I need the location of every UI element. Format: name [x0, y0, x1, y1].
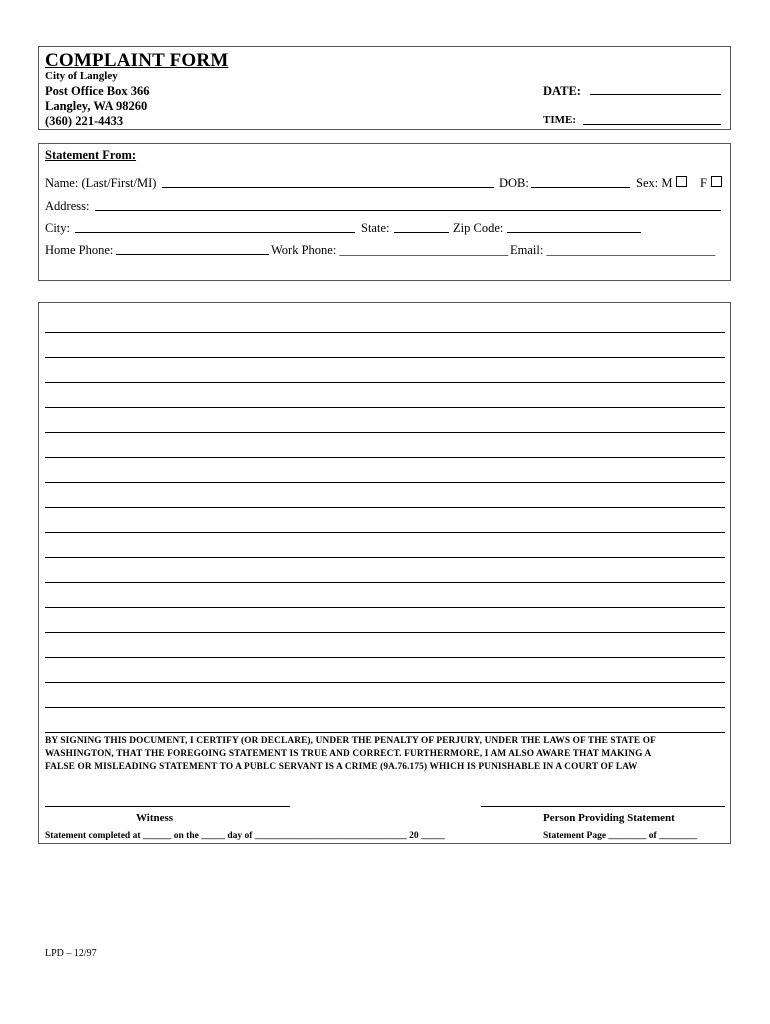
statement-line-8[interactable]	[45, 507, 725, 508]
statement-line-3[interactable]	[45, 382, 725, 383]
certification-line-1: BY SIGNING THIS DOCUMENT, I CERTIFY (OR DECLARE), UNDER THE PENALTY OF PERJURY, UNDER THE LAWS OF THE STATE OF	[45, 736, 656, 746]
date-label: DATE:	[543, 84, 581, 98]
witness-label: Witness	[136, 812, 174, 824]
form-title: COMPLAINT FORM	[45, 50, 229, 71]
name-label: Name: (Last/First/MI)	[45, 176, 157, 190]
statement-page[interactable]: Statement Page ________ of ________	[543, 831, 698, 841]
state-field[interactable]	[394, 232, 449, 233]
person-providing-label: Person Providing Statement	[543, 812, 675, 824]
phone-number: (360) 221-4433	[45, 114, 124, 128]
work-phone-label[interactable]: Work Phone: ___________________________	[271, 243, 509, 257]
statement-line-17[interactable]	[45, 732, 725, 733]
city-label: City:	[45, 221, 71, 235]
witness-signature-line[interactable]	[45, 806, 290, 807]
city-field[interactable]	[75, 232, 355, 233]
state-label: State:	[361, 221, 390, 235]
statement-line-15[interactable]	[45, 682, 725, 683]
name-field[interactable]	[162, 187, 494, 188]
sex-male-label: Sex: M	[636, 176, 673, 190]
statement-line-6[interactable]	[45, 457, 725, 458]
zip-field[interactable]	[507, 232, 641, 233]
statement-line-1[interactable]	[45, 332, 725, 333]
address-label: Address:	[45, 199, 90, 213]
city-name: City of Langley	[45, 70, 118, 82]
header-box	[38, 46, 731, 130]
statement-line-7[interactable]	[45, 482, 725, 483]
certification-line-2: WASHINGTON, THAT THE FOREGOING STATEMENT IS TRUE AND CORRECT. FURTHERMORE, I AM ALSO AWARE THAT MAKING A	[45, 749, 652, 759]
statement-line-4[interactable]	[45, 407, 725, 408]
sex-female-checkbox[interactable]	[711, 176, 722, 187]
statement-line-2[interactable]	[45, 357, 725, 358]
email-label[interactable]: Email: ___________________________	[510, 243, 716, 257]
footer-code: LPD – 12/97	[45, 948, 97, 959]
sex-female-label: F	[699, 176, 707, 190]
time-field[interactable]	[583, 124, 721, 125]
zip-label: Zip Code:	[453, 221, 504, 235]
statement-from-box	[38, 143, 731, 281]
dob-label: DOB:	[499, 176, 529, 190]
statement-line-11[interactable]	[45, 582, 725, 583]
sex-male-checkbox[interactable]	[676, 176, 687, 187]
statement-line-5[interactable]	[45, 432, 725, 433]
address-line-1: Post Office Box 366	[45, 84, 150, 98]
address-field[interactable]	[95, 210, 721, 211]
statement-line-10[interactable]	[45, 557, 725, 558]
statement-heading: Statement From:	[45, 148, 137, 162]
person-signature-line[interactable]	[481, 806, 725, 807]
statement-line-14[interactable]	[45, 657, 725, 658]
dob-field[interactable]	[531, 187, 630, 188]
home-phone-field[interactable]	[116, 254, 269, 255]
sex-label	[636, 176, 722, 191]
certification-line-3: FALSE OR MISLEADING STATEMENT TO A PUBLC SERVANT IS A CRIME (9A.76.175) WHICH IS PUNISHABLE IN A COURT OF LAW	[45, 762, 638, 772]
statement-line-9[interactable]	[45, 532, 725, 533]
statement-line-12[interactable]	[45, 607, 725, 608]
time-label: TIME:	[543, 114, 576, 126]
statement-line-16[interactable]	[45, 707, 725, 708]
home-phone-label: Home Phone:	[45, 243, 114, 257]
statement-completed[interactable]: Statement completed at ______ on the _____ day of ________________________________ 20 _____	[45, 831, 445, 841]
date-field[interactable]	[590, 94, 721, 95]
address-line-2: Langley, WA 98260	[45, 99, 148, 113]
statement-line-13[interactable]	[45, 632, 725, 633]
